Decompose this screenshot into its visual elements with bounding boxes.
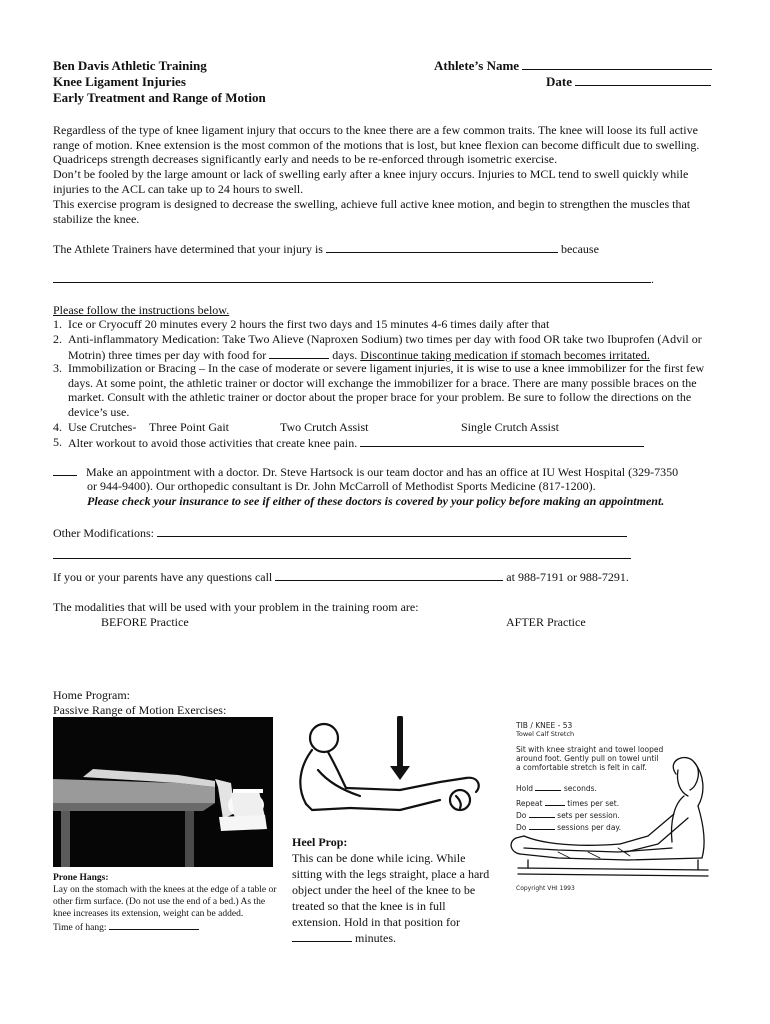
minutes-label: minutes. bbox=[355, 931, 396, 945]
injury-blank[interactable] bbox=[326, 241, 558, 253]
hold-minutes-blank[interactable] bbox=[292, 930, 352, 942]
instructions-heading: Please follow the instructions below. bbox=[53, 303, 230, 317]
phone-numbers: at 988-7191 or 988-7291. bbox=[506, 570, 629, 584]
card-do-sessions-label: Do bbox=[516, 823, 527, 832]
item-5-text: Alter workout to avoid those activities that create knee pain. bbox=[68, 436, 358, 450]
intro-paragraph-1: Regardless of the type of knee ligament injury that occurs to the knee there are a few common traits. The knee will loose its full active range of motion. Knee extension is the most common of the motions that is lost, but knee flexion can become difficult due to swelling. Quadriceps strength decreases significantly early and needs to be re-enforced through isometric exercise. bbox=[53, 123, 700, 167]
card-repeat-label: Repeat bbox=[516, 799, 543, 808]
item-1-number: 1. bbox=[53, 317, 62, 331]
home-program-title: Home Program: bbox=[53, 688, 130, 702]
appointment-check-blank[interactable] bbox=[53, 464, 77, 476]
prone-hang-photo bbox=[53, 717, 273, 867]
questions-label: If you or your parents have any questions call bbox=[53, 570, 273, 584]
after-practice-label: AFTER Practice bbox=[506, 615, 586, 629]
insurance-note: Please check your insurance to see if either of these doctors is covered by your policy before making an appointment. bbox=[87, 494, 665, 508]
date-row bbox=[546, 74, 711, 90]
card-repeat-suffix: times per set. bbox=[567, 799, 620, 808]
item-2-number: 2. bbox=[53, 332, 62, 346]
intro-paragraph-2: Don’t be fooled by the large amount or lack of swelling early after a knee injury occurs. Injuries to MCL tend to swell quickly while injuries to the ACL can take up to 24 hours to swell. bbox=[53, 167, 689, 196]
medication-days-blank[interactable] bbox=[269, 347, 329, 359]
towel-calf-stretch-drawing bbox=[498, 752, 720, 882]
appointment-line-2: or 944-9400). Our orthopedic consultant is Dr. John McCarroll of Methodist Sports Medicine (817-1200). bbox=[87, 479, 596, 493]
reason-blank[interactable] bbox=[53, 282, 651, 283]
date-blank[interactable] bbox=[575, 74, 711, 86]
time-of-hang-blank[interactable] bbox=[109, 920, 199, 930]
header-topic: Early Treatment and Range of Motion bbox=[53, 90, 266, 105]
card-instruction-1: Sit with knee straight and towel looped bbox=[516, 745, 664, 754]
item-3-bracing: Immobilization or Bracing – In the case of moderate or severe ligament injuries, it is wise to use a knee immobilizer for the first few days. At some point, the athletic trainer or doctor will exchange the immobilizer for a brace. There are many possible braces on the market. Consult with the athletic trainer or doctor about the proper brace for your problem. Be sure to follow the directions on the device’s use. bbox=[68, 361, 705, 419]
home-program-subtitle: Passive Range of Motion Exercises: bbox=[53, 703, 227, 717]
questions-line bbox=[53, 569, 629, 585]
athlete-name-label: Athlete’s Name bbox=[434, 58, 520, 73]
other-modifications-blank[interactable] bbox=[157, 525, 627, 537]
card-hold-label: Hold bbox=[516, 784, 534, 793]
item-2-warning: Discontinue taking medication if stomach becomes irritated. bbox=[360, 347, 650, 362]
crutch-option-three-point[interactable]: Three Point Gait bbox=[149, 420, 229, 434]
card-hold-suffix: seconds. bbox=[563, 784, 597, 793]
card-do-sessions-suffix: sessions per day. bbox=[557, 823, 622, 832]
item-5-workout bbox=[68, 435, 644, 451]
crutch-option-single[interactable]: Single Crutch Assist bbox=[461, 420, 560, 434]
appointment-line-1 bbox=[53, 464, 678, 480]
time-of-hang-label: Time of hang: bbox=[53, 923, 107, 933]
because-label: because bbox=[560, 242, 599, 256]
intro-paragraph-3: This exercise program is designed to decrease the swelling, achieve full active knee motion, and begin to strengthen the muscles that stabilize the knee. bbox=[53, 197, 691, 226]
heel-prop-text: This can be done while icing. While sitting with the legs straight, place a hard object under the heel of the knee to be treated so that the knee is in full extension. Hold in that position for bbox=[292, 851, 490, 929]
item-5-number: 5. bbox=[53, 435, 62, 449]
header-subtitle: Knee Ligament Injuries bbox=[53, 74, 186, 89]
card-copyright: Copyright VHI 1993 bbox=[516, 885, 575, 892]
header-title: Ben Davis Athletic Training bbox=[53, 58, 207, 73]
prone-hangs-body: Lay on the stomach with the knees at the edge of a table or other firm surface. (Do not use the end of a bed.) As the knee increases its extension, weight can be added. bbox=[53, 885, 277, 919]
other-modifications bbox=[53, 525, 627, 541]
reason-period: . bbox=[651, 272, 654, 286]
heel-prop-body bbox=[292, 850, 492, 946]
injury-label: The Athlete Trainers have determined that your injury is bbox=[53, 242, 323, 256]
other-modifications-blank-2[interactable] bbox=[53, 558, 631, 559]
item-2-text: Anti-inflammatory Medication: Take Two Alieve (Naproxen Sodium) two times per day with food OR take two Ibuprofen (Advil or Motrin) three times per day with food for bbox=[68, 332, 702, 362]
item-4-label: Use Crutches- bbox=[68, 420, 137, 434]
other-modifications-label: Other Modifications: bbox=[53, 526, 154, 540]
card-instruction-3: a comfortable stretch is felt in calf. bbox=[516, 763, 647, 772]
date-label: Date bbox=[546, 74, 572, 89]
appointment-text: Make an appointment with a doctor. Dr. Steve Hartsock is our team doctor and has an office at IU West Hospital (329-7350 bbox=[86, 465, 679, 479]
card-do-sets-label: Do bbox=[516, 811, 527, 820]
card-code: TIB / KNEE - 53 bbox=[516, 721, 573, 730]
before-practice-label: BEFORE Practice bbox=[101, 615, 189, 629]
heel-prop-drawing bbox=[290, 716, 490, 828]
item-4-number: 4. bbox=[53, 420, 62, 434]
heel-prop-title: Heel Prop: bbox=[292, 835, 348, 849]
prone-hangs-title: Prone Hangs: bbox=[53, 873, 109, 883]
item-2-days: days. bbox=[332, 347, 358, 362]
item-2-medication bbox=[68, 332, 728, 362]
contact-blank[interactable] bbox=[275, 569, 503, 581]
injury-determination bbox=[53, 241, 599, 257]
athlete-name-blank[interactable] bbox=[522, 58, 712, 70]
item-1-ice: Ice or Cryocuff 20 minutes every 2 hours the first two days and 15 minutes 4-6 times daily after that bbox=[68, 317, 550, 331]
card-do-sets-suffix: sets per session. bbox=[557, 811, 620, 820]
item-3-number: 3. bbox=[53, 361, 62, 375]
card-instruction-2: around foot. Gently pull on towel until bbox=[516, 754, 659, 763]
prone-hang-time bbox=[53, 920, 281, 934]
modalities-text: The modalities that will be used with your problem in the training room are: bbox=[53, 600, 419, 614]
card-exercise-name: Towel Calf Stretch bbox=[516, 730, 575, 738]
crutch-option-two-crutch[interactable]: Two Crutch Assist bbox=[280, 420, 369, 434]
activities-blank[interactable] bbox=[360, 435, 644, 447]
athlete-name-row bbox=[434, 58, 712, 74]
